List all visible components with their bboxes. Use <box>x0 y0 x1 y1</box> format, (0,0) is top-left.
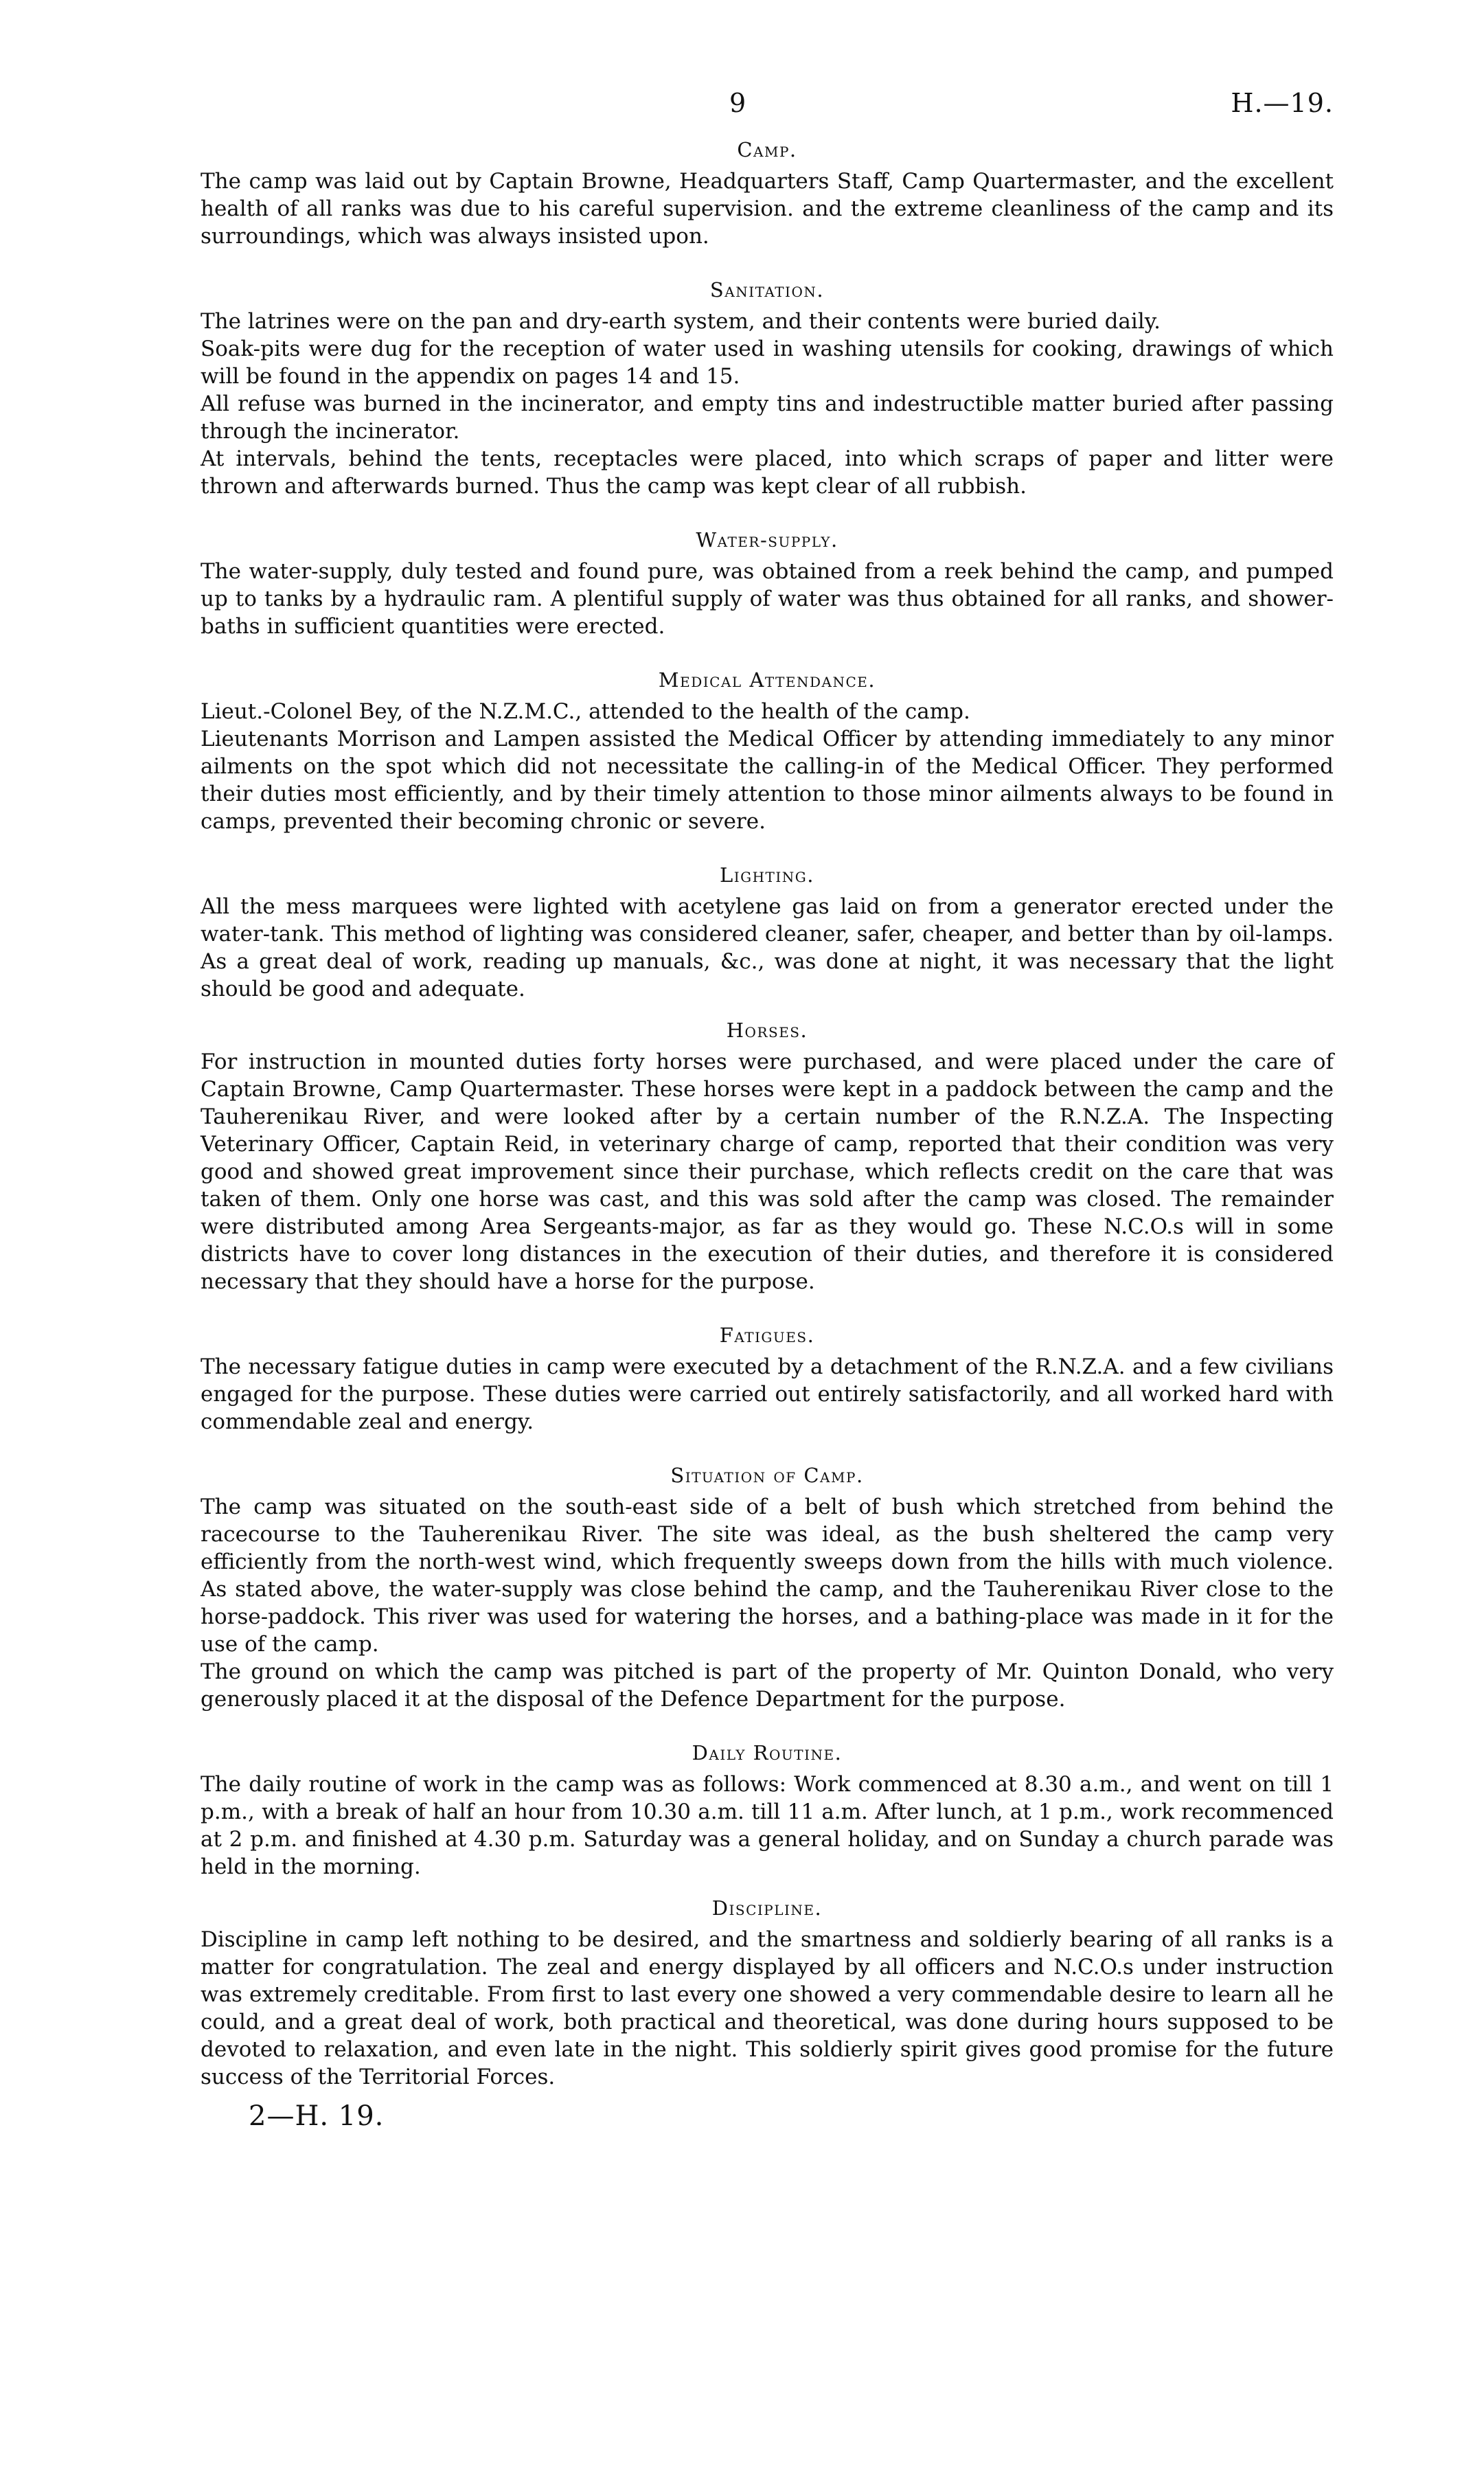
section-situation-of-camp <box>201 1462 1334 1713</box>
section-horses <box>201 1017 1334 1295</box>
section-heading: Situation of Camp. <box>670 1464 864 1487</box>
signature-mark: 2—H. 19. <box>249 2100 385 2132</box>
paragraph: The latrines were on the pan and dry-earth system, and their contents were buried daily. <box>201 309 1161 334</box>
section-fatigues <box>201 1321 1334 1435</box>
section-heading: Water-supply. <box>696 528 838 552</box>
section-heading: Horses. <box>726 1019 808 1042</box>
document-page <box>201 88 1334 2146</box>
paragraph: For instruction in mounted duties forty horses were purchased, and were placed under the care of Captain Browne, Camp Quartermaster. These horses were kept in a paddock between the camp and the Tauherenikau River, and were looked after by a certain number of the R.N.Z.A. The Inspecting Veterinary Officer, Captain Reid, in veterinary charge of camp, reported that their condition was very good and showed great improvement since their purchase, which reflects credit on the care that was taken of them. Only one horse was cast, and this was sold after the camp was closed. The remainder were distributed among Area Sergeants-major, as far as they would go. These N.C.O.s will in some districts have to cover long distances in the execution of their duties, and therefore it is considered necessary that they should have a horse for the purpose. <box>201 1049 1334 1294</box>
paragraph: The camp was situated on the south-east side of a belt of bush which stretched from behind the racecourse to the Tauherenikau River. The site was ideal, as the bush sheltered the camp very efficiently from the north-west wind, which frequently sweeps down from the hills with much violence. As stated above, the water-supply was close behind the camp, and the Tauherenikau River close to the horse-paddock. This river was used for watering the horses, and a bathing-place was made in it for the use of the camp. <box>201 1495 1334 1657</box>
paragraph: Lieut.-Colonel Bey, of the N.Z.M.C., attended to the health of the camp. <box>201 699 970 724</box>
section-heading: Discipline. <box>711 1896 823 1920</box>
section-heading: Medical Attendance. <box>658 668 876 692</box>
paragraph: The water-supply, duly tested and found pure, was obtained from a reek behind the camp, and pumped up to tanks by a hydraulic ram. A plentiful supply of water was thus obtained for all ranks, and shower-baths in sufficient quantities were erected. <box>201 559 1334 639</box>
section-heading: Camp. <box>737 138 797 161</box>
section-water-supply <box>201 526 1334 640</box>
section-camp <box>201 136 1334 250</box>
section-heading: Fatigues. <box>719 1324 815 1347</box>
section-daily-routine <box>201 1739 1334 1881</box>
paragraph: All the mess marquees were lighted with acetylene gas laid on from a generator erected under the water-tank. This method of lighting was considered cleaner, safer, cheaper, and better than by oil-lamps. As a great deal of work, reading up manuals, &c., was done at night, it was necessary that the light should be good and adequate. <box>201 894 1334 1001</box>
paragraph: All refuse was burned in the incinerator, and empty tins and indestructible matter buried after passing through the incinerator. <box>201 391 1334 444</box>
section-heading: Sanitation. <box>709 278 825 302</box>
paragraph: The daily routine of work in the camp was as follows: Work commenced at 8.30 a.m., and went on till 1 p.m., with a break of half an hour from 10.30 a.m. till 11 a.m. After lunch, at 1 p.m., work recommenced at 2 p.m. and finished at 4.30 p.m. Saturday was a general holiday, and on Sunday a church parade was held in the morning. <box>201 1772 1334 1879</box>
paragraph: The ground on which the camp was pitched is part of the property of Mr. Quinton Donald, who very generously placed it at the disposal of the Defence Department for the purpose. <box>201 1659 1334 1712</box>
section-lighting <box>201 861 1334 1003</box>
paragraph: The necessary fatigue duties in camp were executed by a detachment of the R.N.Z.A. and a few civilians engaged for the purpose. These duties were carried out entirely satisfactorily, and all worked hard with commendable zeal and energy. <box>201 1354 1334 1434</box>
paragraph: Discipline in camp left nothing to be desired, and the smartness and soldierly bearing of all ranks is a matter for congratulation. The zeal and energy displayed by all officers and N.C.O.s under instruction was extremely creditable. From first to last every one showed a very commendable desire to learn all he could, and a great deal of work, both practical and theoretical, was done during hours supposed to be devoted to relaxation, and even late in the night. This soldierly spirit gives good promise for the future success of the Territorial Forces. <box>201 1927 1334 2089</box>
paragraph: At intervals, behind the tents, receptacles were placed, into which scraps of paper and litter were thrown and afterwards burned. Thus the camp was kept clear of all rubbish. <box>201 446 1334 499</box>
section-discipline <box>201 1894 1334 2091</box>
page-number: 9 <box>729 88 746 118</box>
running-header <box>201 88 1334 136</box>
paragraph: The camp was laid out by Captain Browne, Headquarters Staff, Camp Quartermaster, and the excellent health of all ranks was due to his careful supervision. and the extreme cleanliness of the camp and its surroundings, which was always insisted upon. <box>201 169 1334 249</box>
paragraph: Soak-pits were dug for the reception of water used in washing utensils for cooking, drawings of which will be found in the appendix on pages 14 and 15. <box>201 337 1334 389</box>
section-medical-attendance <box>201 666 1334 835</box>
document-code: H.—19. <box>1231 88 1334 118</box>
paragraph: Lieutenants Morrison and Lampen assisted the Medical Officer by attending immediately to any minor ailments on the spot which did not necessitate the calling-in of the Medical Officer. They performed their duties most efficiently, and by their timely attention to those minor ailments always to be found in camps, prevented their becoming chronic or severe. <box>201 727 1334 834</box>
section-heading: Lighting. <box>719 863 814 887</box>
section-sanitation <box>201 276 1334 500</box>
section-heading: Daily Routine. <box>692 1741 843 1764</box>
